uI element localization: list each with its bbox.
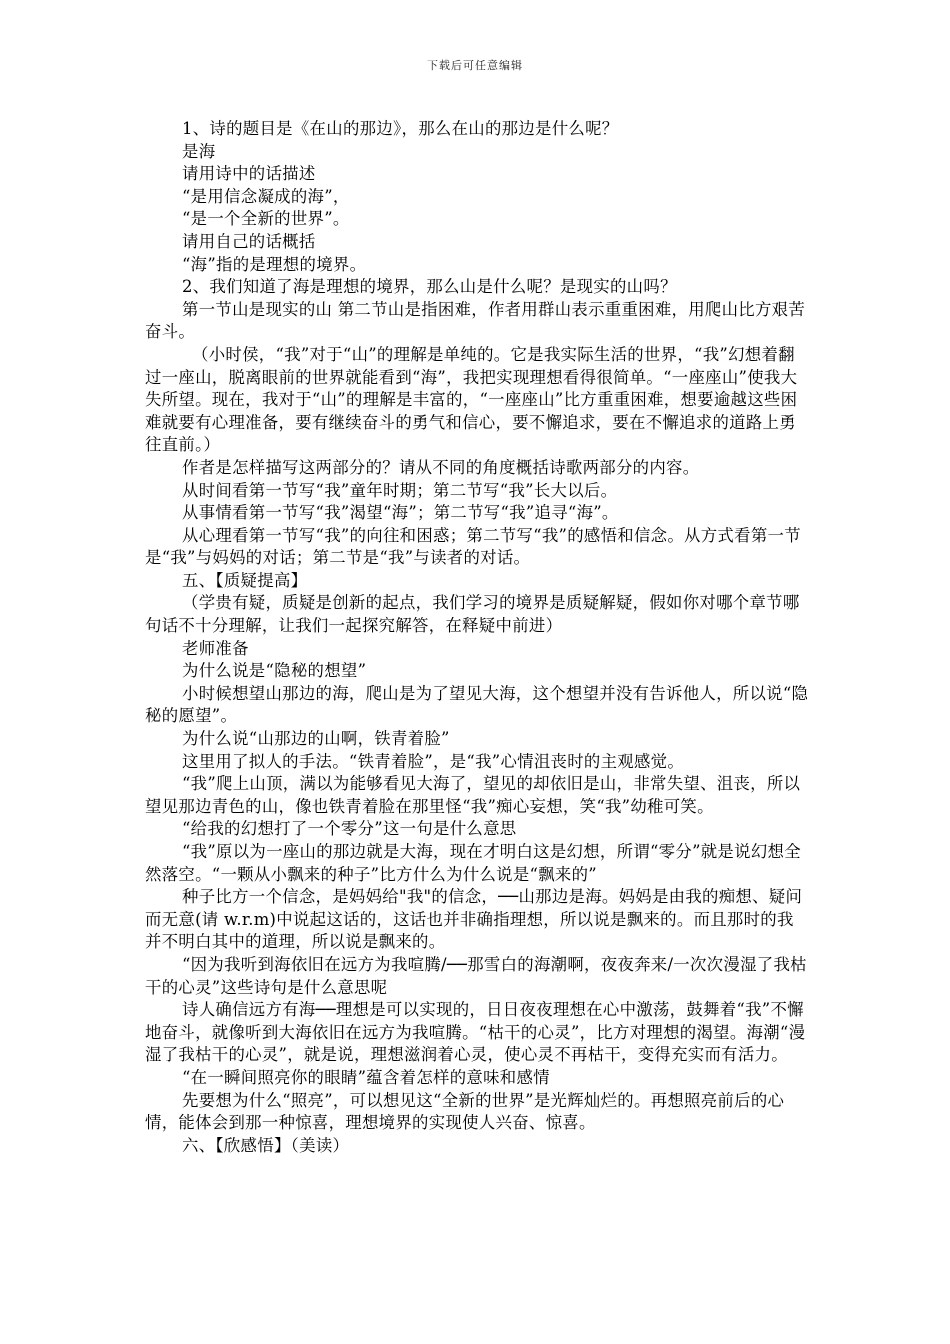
paragraph: 从时间看第一节写“我”童年时期；第二节写“我”长大以后。: [182, 480, 618, 500]
paragraph: 是海: [182, 141, 216, 161]
paragraph: 种子比方一个信念，是妈妈给"我"的信念，──山那边是海。妈妈是由我的痴想、疑问而无意(请 w.r.m)中说起这话的，这话也并非确指理想，所以说是飘来的。而且那时的我并不明白其中的道理，所以说是飘来的。: [145, 887, 803, 952]
paragraph: 从事情看第一节写“我”渴望“海”；第二节写“我”追寻“海”。: [182, 503, 619, 523]
paragraph: “海”指的是理想的境界。: [182, 254, 367, 274]
paragraph: 这里用了拟人的手法。“铁青着脸”，是“我”心情沮丧时的主观感觉。: [182, 751, 685, 771]
section-heading: 五、【质疑提高】: [182, 570, 308, 590]
paragraph: （学贵有疑，质疑是创新的起点，我们学习的境界是质疑解疑，假如你对哪个章节哪句话不十分理解，让我们一起探究解答，在释疑中前进）: [145, 593, 800, 636]
page-header: 下载后可任意编辑: [427, 59, 523, 72]
paragraph: “因为我听到海依旧在远方为我喧腾/──那雪白的海潮啊，夜夜奔来/一次次漫湿了我枯干的心灵”这些诗句是什么意思呢: [145, 954, 807, 997]
paragraph: “我”爬上山顶，满以为能够看见大海了，望见的却依旧是山，非常失望、沮丧，所以望见那边青色的山，像也铁青着脸在那里怪“我”痴心妄想，笑“我”幼稚可笑。: [145, 774, 801, 816]
paragraph: （小时侯，“我”对于“山”的理解是单纯的。它是我实际生活的世界，“我”幻想着翻过一座山，脱离眼前的世界就能看到“海”，我把实现理想看得很简单。“一座座山”使我大失所望。现在，我对于“山”的理解是丰富的，“一座座山”比方重重困难，想要逾越这些困难就要有心理准备，要有继续奋斗的勇气和信心，要不懈追求，要在不懈追求的道路上勇往直前。）: [145, 344, 798, 455]
paragraph: 第一节山是现实的山 第二节山是指困难，作者用群山表示重重困难，用爬山比方艰苦奋斗。: [145, 299, 806, 342]
paragraph: “是一个全新的世界”。: [182, 209, 350, 229]
paragraph: “我”原以为一座山的那边就是大海，现在才明白这是幻想，所谓“零分”就是说幻想全然落空。“一颗从小飘来的种子”比方什么为什么说是“飘来的”: [145, 842, 801, 884]
paragraph: 为什么说“山那边的山啊，铁青着脸”: [182, 729, 450, 749]
paragraph: 1、诗的题目是《在山的那边》，那么在山的那边是什么呢？: [182, 119, 619, 138]
paragraph: 请用诗中的话描述: [182, 164, 316, 184]
paragraph: 老师准备: [182, 638, 249, 658]
section-heading: 六、【欣感悟】（美读）: [182, 1135, 350, 1155]
paragraph: 诗人确信远方有海──理想是可以实现的，日日夜夜理想在心中激荡，鼓舞着“我”不懈地奋斗，就像听到大海依旧在远方为我喧腾。“枯干的心灵”，比方对理想的渴望。海潮“漫湿了我枯干的心灵”，就是说，理想滋润着心灵，使心灵不再枯干，变得充实而有活力。: [145, 1000, 806, 1065]
paragraph: “给我的幻想打了一个零分”这一句是什么意思: [182, 819, 517, 839]
paragraph: “是用信念凝成的海”，: [182, 186, 350, 206]
paragraph: 小时候想望山那边的海，爬山是为了望见大海，这个想望并没有告诉他人，所以说“隐秘的愿望”。: [145, 683, 809, 726]
paragraph: 2、我们知道了海是理想的境界，那么山是什么呢？是现实的山吗？: [182, 277, 677, 297]
paragraph: “在一瞬间照亮你的眼睛”蕴含着怎样的意味和感情: [182, 1067, 550, 1087]
paragraph: 先要想为什么“照亮”，可以想见这“全新的世界”是光辉灿烂的。再想照亮前后的心情，能体会到那一种惊喜，理想境界的实现使人兴奋、惊喜。: [145, 1090, 785, 1133]
paragraph: 作者是怎样描写这两部分的？请从不同的角度概括诗歌两部分的内容。: [182, 457, 700, 477]
document-body: [145, 118, 810, 1157]
paragraph: 从心理看第一节写“我”的向往和困惑；第二节写“我”的感悟和信念。从方式看第一节是“我”与妈妈的对话；第二节是“我”与读者的对话。: [145, 525, 801, 568]
paragraph: 为什么说是“隐秘的想望”: [182, 661, 367, 681]
paragraph: 请用自己的话概括: [182, 231, 316, 251]
